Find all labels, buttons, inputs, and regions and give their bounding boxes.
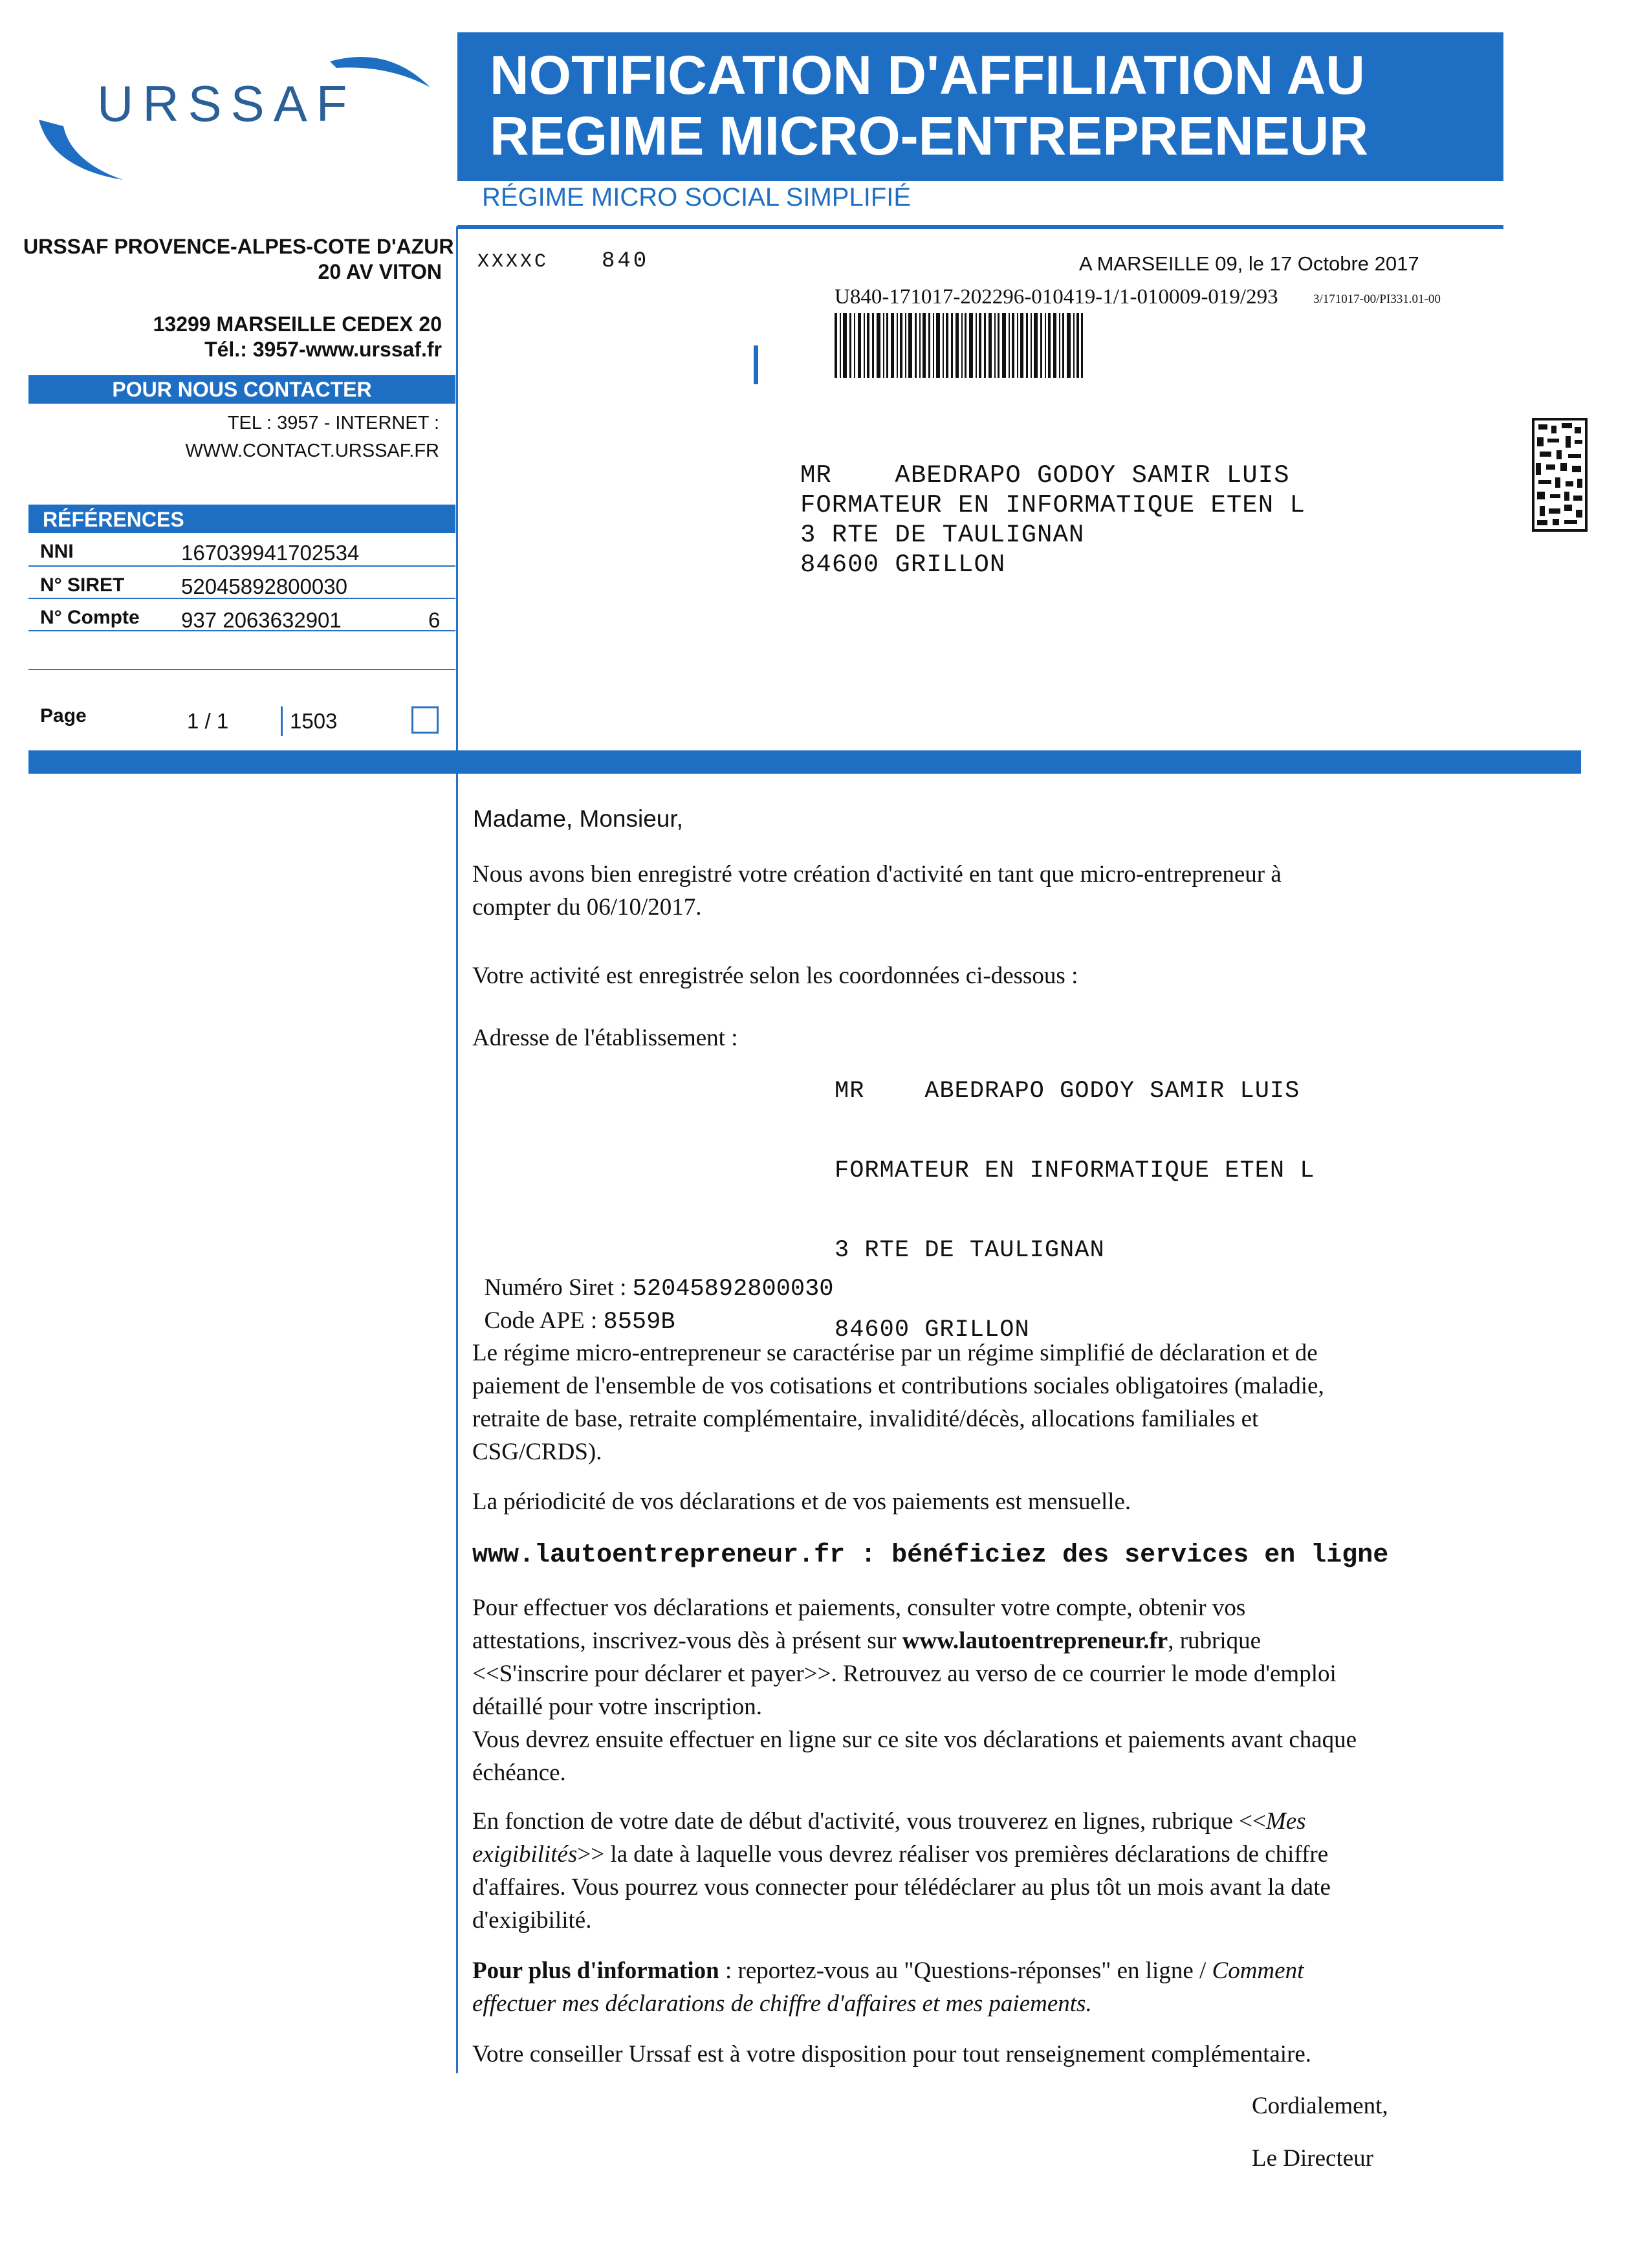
online-line-2-end: , rubrique [1168, 1628, 1261, 1654]
more-info-line-2-italic: effectuer mes déclarations de chiffre d'affaires et mes paiements. [472, 1990, 1092, 2017]
establishment-address [835, 1025, 1315, 1370]
references-table [28, 533, 455, 675]
exigibility-line-1 [472, 1805, 1572, 1838]
page-code: 1503 [290, 709, 338, 733]
title-line-2: REGIME MICRO-ENTREPRENEUR [490, 105, 1369, 166]
siret-label: Numéro Siret : [484, 1274, 633, 1301]
page-label: Page [40, 705, 87, 726]
exigibility-line-4: d'exigibilité. [472, 1907, 592, 1934]
page-value: 1 / 1 [187, 709, 229, 733]
web-services-heading: www.lautoentrepreneur.fr : bénéficiez des services en ligne [472, 1541, 1389, 1570]
closing: Cordialement, [1252, 2093, 1388, 2119]
recipient-line-1: MR ABEDRAPO GODOY SAMIR LUIS [800, 461, 1290, 490]
paragraph-advisor: Votre conseiller Urssaf est à votre disposition pour tout renseignement complémentaire. [472, 2041, 1312, 2067]
column-separator [456, 226, 458, 2073]
ref-value-nni: 167039941702534 [181, 541, 360, 565]
establishment-address-line-4: 84600 GRILLON [835, 1316, 1030, 1344]
barcode-icon [835, 313, 1083, 378]
code-num: 840 [602, 249, 650, 274]
online-line-6: échéance. [472, 1760, 566, 1786]
recipient-line-3: 3 RTE DE TAULIGNAN [800, 521, 1085, 549]
qr-code-icon [1532, 418, 1588, 532]
references-heading-bar [28, 505, 455, 533]
sender-line-4: Tél.: 3957-www.urssaf.fr [204, 338, 442, 361]
paragraph-exigibility [472, 1805, 1572, 1937]
contact-heading: POUR NOUS CONTACTER [112, 378, 372, 401]
ref-value-siret: 52045892800030 [181, 574, 347, 598]
intro-line-2: compter du 06/10/2017. [472, 894, 702, 921]
more-info-line-1-italic: Comment [1212, 1957, 1304, 1984]
recipient-line-2: FORMATEUR EN INFORMATIQUE ETEN L [800, 491, 1305, 519]
page-checkbox [411, 706, 439, 734]
sender-line-2: 20 AV VITON [318, 260, 442, 283]
regime-line-4: CSG/CRDS). [472, 1439, 602, 1465]
sender-line-3: 13299 MARSEILLE CEDEX 20 [153, 312, 442, 336]
page-box [28, 695, 455, 740]
ape-value: 8559B [603, 1309, 675, 1336]
references-heading: RÉFÉRENCES [43, 508, 184, 531]
greeting: Madame, Monsieur, [473, 805, 683, 832]
signature: Le Directeur [1252, 2145, 1373, 2172]
more-info-line-1 [472, 1954, 1572, 1987]
establishment-address-line-3: 3 RTE DE TAULIGNAN [835, 1237, 1105, 1264]
paragraph-more-info [472, 1954, 1572, 2020]
code-left: XXXXC [477, 251, 549, 273]
more-info-bold: Pour plus d'information [472, 1957, 719, 1984]
exigibility-line-1-start: En fonction de votre date de début d'activité, vous trouverez en lignes, rubrique << [472, 1808, 1266, 1835]
website-link[interactable]: www.lautoentrepreneur.fr [902, 1628, 1168, 1654]
title-banner [457, 32, 1503, 181]
ape-label: Code APE : [484, 1307, 604, 1334]
exigibility-line-2-end: >> la date à laquelle vous devrez réaliser vos premières déclarations de chiffre [577, 1841, 1329, 1868]
ref-value-compte-key: 6 [428, 608, 441, 632]
paragraph-coordinates: Votre activité est enregistrée selon les coordonnées ci-dessous : [472, 963, 1078, 989]
online-line-5: Vous devrez ensuite effectuer en ligne sur ce site vos déclarations et paiements avant chaque [472, 1727, 1357, 1753]
ref-label-nni: NNI [40, 541, 74, 562]
regime-line-1: Le régime micro-entrepreneur se caractérise par un régime simplifié de déclaration et de [472, 1340, 1318, 1366]
online-line-2 [472, 1624, 1572, 1657]
online-line-2-start: attestations, inscrivez-vous dès à présent sur [472, 1628, 902, 1654]
place-date: A MARSEILLE 09, le 17 Octobre 2017 [1079, 252, 1419, 275]
urssaf-logo [26, 39, 440, 181]
ref-value-compte: 937 2063632901 [181, 608, 342, 632]
separator-band [28, 750, 1581, 774]
regime-line-3: retraite de base, retraite complémentaire, invalidité/décès, allocations familiales et [472, 1406, 1259, 1432]
intro-line-1: Nous avons bien enregistré votre création d'activité en tant que micro-entrepreneur à [472, 861, 1282, 888]
ref-label-compte: N° Compte [40, 607, 140, 628]
contact-line-2: WWW.CONTACT.URSSAF.FR [185, 441, 439, 461]
establishment-address-line-2: FORMATEUR EN INFORMATIQUE ETEN L [835, 1157, 1315, 1184]
contact-line-1: TEL : 3957 - INTERNET : [227, 413, 439, 433]
exigibility-line-2 [472, 1838, 1572, 1871]
establishment-address-line-1: MR ABEDRAPO GODOY SAMIR LUIS [835, 1078, 1300, 1105]
title-line-1: NOTIFICATION D'AFFILIATION AU [490, 45, 1365, 105]
online-line-3: <<S'inscrire pour déclarer et payer>>. Retrouvez au verso de ce courrier le mode d'emploi [472, 1661, 1337, 1687]
paragraph-intro [472, 858, 1559, 924]
siret-value: 52045892800030 [632, 1276, 834, 1303]
establishment-address-label: Adresse de l'établissement : [472, 1025, 738, 1051]
exigibility-line-3: d'affaires. Vous pourrez vous connecter pour télédéclarer au plus tôt un mois avant la date [472, 1874, 1331, 1901]
sender-line-1: URSSAF PROVENCE-ALPES-COTE D'AZUR [23, 235, 454, 258]
paragraph-online [472, 1591, 1572, 1789]
ape-line [472, 1271, 675, 1339]
exigibility-line-2-italic: exigibilités [472, 1841, 578, 1868]
paragraph-periodicity: La périodicité de vos déclarations et de vos paiements est mensuelle. [472, 1488, 1131, 1515]
subtitle-rule [457, 225, 1503, 229]
contact-heading-bar [28, 375, 455, 404]
ref-label-siret: N° SIRET [40, 574, 125, 596]
recipient-line-4: 84600 GRILLON [800, 551, 1006, 579]
small-ref: 3/171017-00/PI331.01-00 [1313, 292, 1441, 306]
logo-text: URSSAF [97, 75, 356, 132]
blue-mark [754, 345, 758, 384]
online-line-4: détaillé pour votre inscription. [472, 1694, 762, 1720]
regime-line-2: paiement de l'ensemble de vos cotisations et contributions sociales obligatoires (maladie, [472, 1373, 1324, 1399]
barcode-text: U840-171017-202296-010419-1/1-010009-019/293 [835, 285, 1278, 309]
exigibility-line-1-italic: Mes [1265, 1808, 1306, 1835]
more-info-line-1-text: : reportez-vous au "Questions-réponses" en ligne / [719, 1957, 1212, 1984]
online-line-1: Pour effectuer vos déclarations et paiements, consulter votre compte, obtenir vos [472, 1595, 1246, 1621]
more-info-line-2 [472, 1987, 1572, 2020]
paragraph-regime [472, 1336, 1572, 1468]
subtitle: RÉGIME MICRO SOCIAL SIMPLIFIÉ [482, 183, 912, 212]
